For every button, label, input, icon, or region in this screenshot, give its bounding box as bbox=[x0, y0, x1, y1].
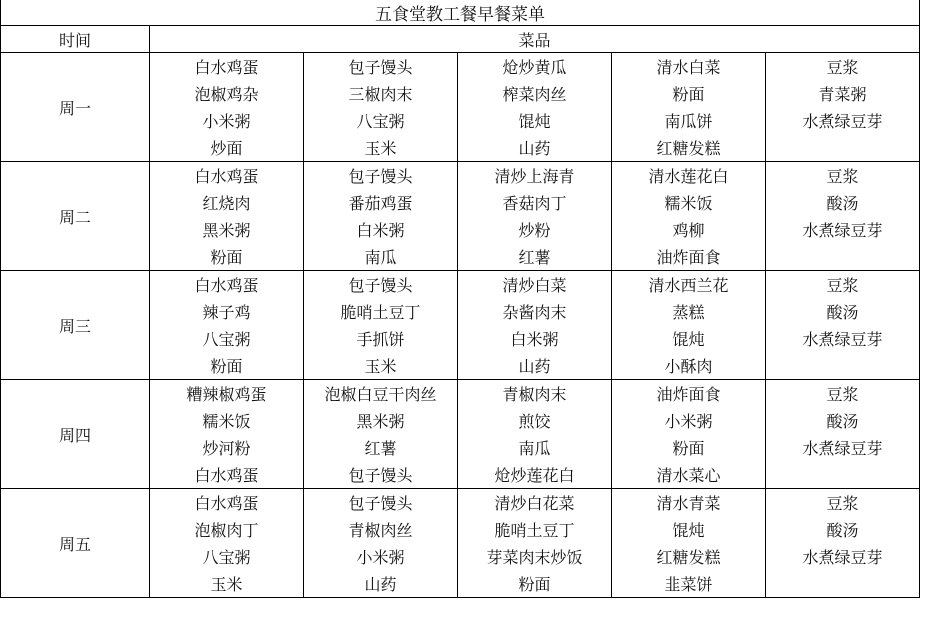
dish-cell: 炒面 bbox=[150, 134, 304, 162]
dish-cell: 南瓜 bbox=[458, 434, 612, 461]
day-label: 周五 bbox=[1, 489, 150, 598]
dish-cell bbox=[766, 352, 920, 380]
dish-cell: 白水鸡蛋 bbox=[150, 53, 304, 81]
dish-cell: 红糖发糕 bbox=[612, 134, 766, 162]
dish-cell: 酸汤 bbox=[766, 189, 920, 216]
dish-cell: 山药 bbox=[458, 352, 612, 380]
dish-cell bbox=[766, 570, 920, 598]
dish-cell: 糯米饭 bbox=[150, 407, 304, 434]
dish-cell: 馄炖 bbox=[612, 516, 766, 543]
dish-cell: 豆浆 bbox=[766, 489, 920, 517]
dish-cell: 黑米粥 bbox=[150, 216, 304, 243]
dish-cell: 油炸面食 bbox=[612, 380, 766, 408]
dish-cell: 煎饺 bbox=[458, 407, 612, 434]
dish-cell: 清水莲花白 bbox=[612, 162, 766, 190]
dish-cell: 手抓饼 bbox=[304, 325, 458, 352]
dish-cell: 清炒白花菜 bbox=[458, 489, 612, 517]
dish-cell: 杂酱肉末 bbox=[458, 298, 612, 325]
dish-cell: 泡椒肉丁 bbox=[150, 516, 304, 543]
table-row bbox=[1, 489, 920, 517]
dish-cell: 八宝粥 bbox=[150, 543, 304, 570]
dish-cell: 黑米粥 bbox=[304, 407, 458, 434]
dish-cell: 炝炒黄瓜 bbox=[458, 53, 612, 81]
dish-cell: 水煮绿豆芽 bbox=[766, 325, 920, 352]
dish-cell: 白水鸡蛋 bbox=[150, 489, 304, 517]
dish-cell: 包子馒头 bbox=[304, 162, 458, 190]
dish-cell: 山药 bbox=[304, 570, 458, 598]
dish-cell: 小米粥 bbox=[304, 543, 458, 570]
dish-cell: 油炸面食 bbox=[612, 243, 766, 271]
dish-cell: 芽菜肉末炒饭 bbox=[458, 543, 612, 570]
dish-cell: 八宝粥 bbox=[150, 325, 304, 352]
dish-cell: 清炒白菜 bbox=[458, 271, 612, 299]
day-label: 周一 bbox=[1, 53, 150, 162]
dish-cell: 小米粥 bbox=[612, 407, 766, 434]
dish-cell bbox=[766, 243, 920, 271]
time-header: 时间 bbox=[1, 26, 150, 53]
dish-cell: 小米粥 bbox=[150, 107, 304, 134]
dish-cell: 清水菜心 bbox=[612, 461, 766, 489]
dish-cell: 玉米 bbox=[304, 134, 458, 162]
dish-cell: 粉面 bbox=[150, 352, 304, 380]
dish-cell: 水煮绿豆芽 bbox=[766, 216, 920, 243]
dish-cell: 酸汤 bbox=[766, 407, 920, 434]
dish-cell: 酸汤 bbox=[766, 298, 920, 325]
title-row bbox=[1, 0, 920, 26]
menu-body bbox=[1, 53, 920, 598]
dish-cell: 粉面 bbox=[150, 243, 304, 271]
dish-cell: 包子馒头 bbox=[304, 461, 458, 489]
dish-cell: 鸡柳 bbox=[612, 216, 766, 243]
dish-cell: 辣子鸡 bbox=[150, 298, 304, 325]
dish-cell: 榨菜肉丝 bbox=[458, 80, 612, 107]
dish-cell: 糯米饭 bbox=[612, 189, 766, 216]
dish-cell: 白米粥 bbox=[304, 216, 458, 243]
dish-cell bbox=[766, 461, 920, 489]
dish-cell: 清水白菜 bbox=[612, 53, 766, 81]
dish-cell: 青椒肉末 bbox=[458, 380, 612, 408]
dish-cell: 粉面 bbox=[612, 80, 766, 107]
dish-cell: 红糖发糕 bbox=[612, 543, 766, 570]
dish-cell: 三椒肉末 bbox=[304, 80, 458, 107]
dish-cell: 炝炒莲花白 bbox=[458, 461, 612, 489]
dish-cell: 清水青菜 bbox=[612, 489, 766, 517]
dish-cell: 豆浆 bbox=[766, 162, 920, 190]
dish-cell: 青菜粥 bbox=[766, 80, 920, 107]
dish-cell: 包子馒头 bbox=[304, 271, 458, 299]
dish-cell: 豆浆 bbox=[766, 380, 920, 408]
day-label: 周四 bbox=[1, 380, 150, 489]
table-row bbox=[1, 271, 920, 299]
dish-cell: 白水鸡蛋 bbox=[150, 461, 304, 489]
dish-cell: 脆哨土豆丁 bbox=[458, 516, 612, 543]
dish-cell: 红薯 bbox=[304, 434, 458, 461]
dish-cell: 青椒肉丝 bbox=[304, 516, 458, 543]
day-label: 周二 bbox=[1, 162, 150, 271]
dish-cell: 白水鸡蛋 bbox=[150, 162, 304, 190]
dish-cell: 脆哨土豆丁 bbox=[304, 298, 458, 325]
dish-cell: 番茄鸡蛋 bbox=[304, 189, 458, 216]
dish-cell: 清炒上海青 bbox=[458, 162, 612, 190]
dish-cell: 酸汤 bbox=[766, 516, 920, 543]
menu-title: 五食堂教工餐早餐菜单 bbox=[1, 0, 920, 26]
header-row bbox=[1, 26, 920, 53]
dish-cell: 豆浆 bbox=[766, 271, 920, 299]
dish-cell: 白米粥 bbox=[458, 325, 612, 352]
dish-cell: 玉米 bbox=[150, 570, 304, 598]
dish-cell: 红薯 bbox=[458, 243, 612, 271]
dish-cell: 玉米 bbox=[304, 352, 458, 380]
dish-cell: 水煮绿豆芽 bbox=[766, 107, 920, 134]
dish-cell: 包子馒头 bbox=[304, 53, 458, 81]
dish-cell: 馄炖 bbox=[458, 107, 612, 134]
dish-cell: 南瓜饼 bbox=[612, 107, 766, 134]
dish-cell: 包子馒头 bbox=[304, 489, 458, 517]
dish-cell: 泡椒鸡杂 bbox=[150, 80, 304, 107]
day-label: 周三 bbox=[1, 271, 150, 380]
dish-cell: 炒河粉 bbox=[150, 434, 304, 461]
dish-cell: 南瓜 bbox=[304, 243, 458, 271]
dish-cell bbox=[766, 134, 920, 162]
dish-cell: 炒粉 bbox=[458, 216, 612, 243]
dish-cell: 八宝粥 bbox=[304, 107, 458, 134]
dish-cell: 红烧肉 bbox=[150, 189, 304, 216]
dishes-header: 菜品 bbox=[150, 26, 920, 53]
dish-cell: 粉面 bbox=[612, 434, 766, 461]
table-row bbox=[1, 53, 920, 81]
dish-cell: 韭菜饼 bbox=[612, 570, 766, 598]
dish-cell: 馄炖 bbox=[612, 325, 766, 352]
dish-cell: 水煮绿豆芽 bbox=[766, 434, 920, 461]
dish-cell: 蒸糕 bbox=[612, 298, 766, 325]
dish-cell: 粉面 bbox=[458, 570, 612, 598]
dish-cell: 白水鸡蛋 bbox=[150, 271, 304, 299]
dish-cell: 香菇肉丁 bbox=[458, 189, 612, 216]
dish-cell: 豆浆 bbox=[766, 53, 920, 81]
dish-cell: 糟辣椒鸡蛋 bbox=[150, 380, 304, 408]
dish-cell: 清水西兰花 bbox=[612, 271, 766, 299]
dish-cell: 小酥肉 bbox=[612, 352, 766, 380]
dish-cell: 泡椒白豆干肉丝 bbox=[304, 380, 458, 408]
dish-cell: 水煮绿豆芽 bbox=[766, 543, 920, 570]
dish-cell: 山药 bbox=[458, 134, 612, 162]
table-row bbox=[1, 380, 920, 408]
table-row bbox=[1, 162, 920, 190]
